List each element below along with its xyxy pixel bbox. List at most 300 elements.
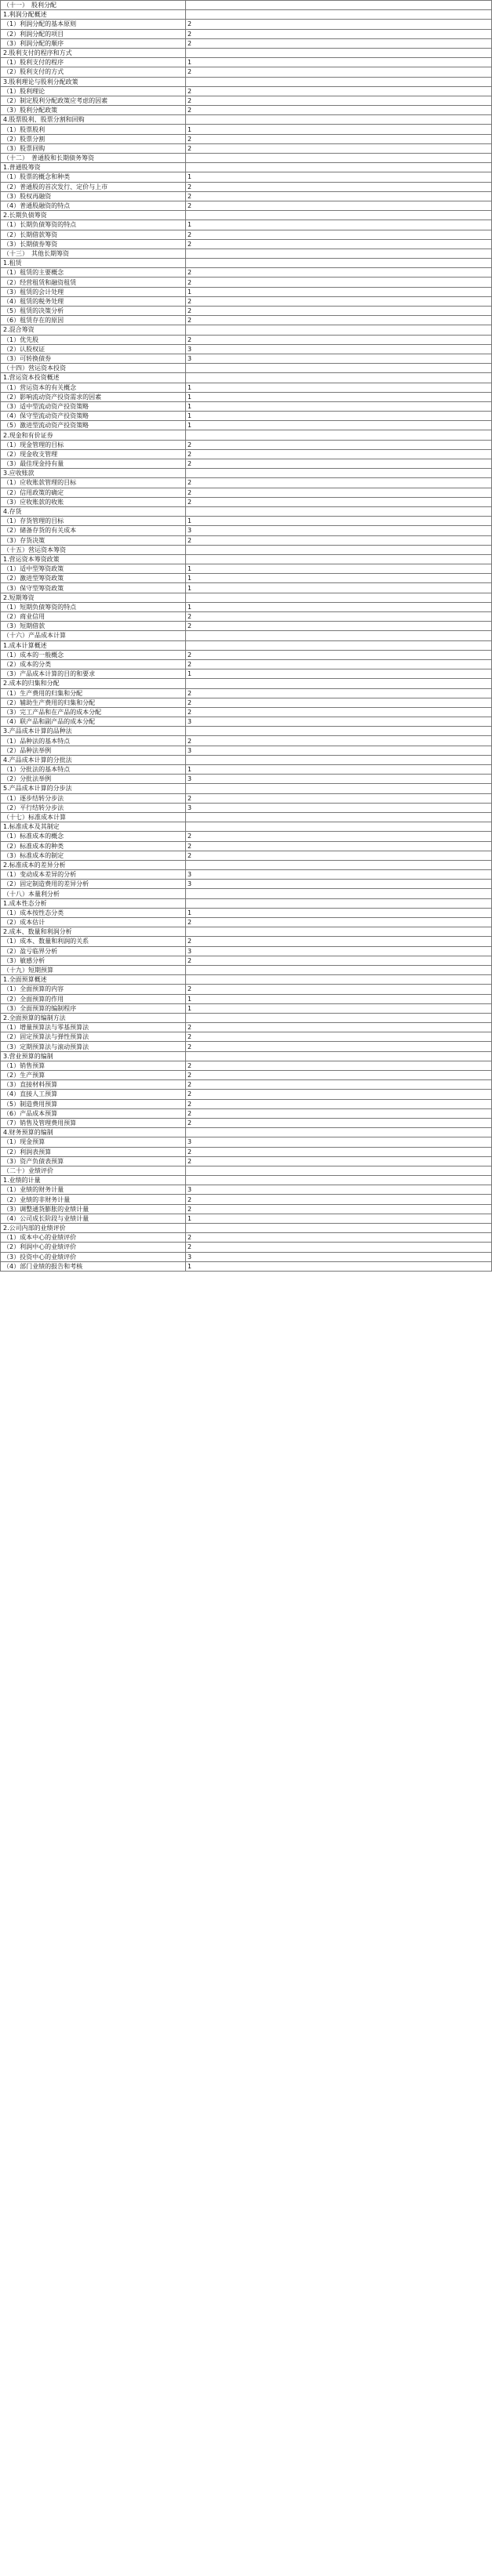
topic-cell: （6）租赁存在的原因 bbox=[1, 316, 186, 325]
topic-cell: （2）经营租赁和融资租赁 bbox=[1, 278, 186, 287]
table-row bbox=[1, 717, 492, 727]
level-cell: 2 bbox=[186, 20, 492, 29]
table-row bbox=[1, 38, 492, 48]
table-row bbox=[1, 746, 492, 755]
table-row bbox=[1, 1090, 492, 1099]
level-cell bbox=[186, 10, 492, 20]
topic-cell: （1）长期负债筹资的特点 bbox=[1, 220, 186, 230]
level-cell bbox=[186, 727, 492, 736]
topic-cell: 4.存货 bbox=[1, 506, 186, 516]
topic-cell: （4）普通股融资的特点 bbox=[1, 201, 186, 210]
table-row bbox=[1, 517, 492, 526]
level-cell bbox=[186, 889, 492, 898]
level-cell bbox=[186, 965, 492, 974]
level-cell: 3 bbox=[186, 746, 492, 755]
level-cell bbox=[186, 115, 492, 125]
level-cell: 2 bbox=[186, 659, 492, 669]
topic-cell: （3）投资中心的业绩评价 bbox=[1, 1252, 186, 1261]
table-row bbox=[1, 593, 492, 602]
table-row bbox=[1, 707, 492, 717]
table-row bbox=[1, 86, 492, 96]
table-row bbox=[1, 249, 492, 258]
topic-cell: （3）适中型流动资产投资策略 bbox=[1, 401, 186, 411]
topic-cell: （3）完工产品和在产品的成本分配 bbox=[1, 707, 186, 717]
topic-cell: （2）制定股利分配政策应考虑的因素 bbox=[1, 96, 186, 105]
table-row bbox=[1, 554, 492, 564]
level-cell bbox=[186, 593, 492, 602]
topic-cell: （十三） 其他长期筹资 bbox=[1, 249, 186, 258]
topic-cell: （1）股票股利 bbox=[1, 125, 186, 134]
level-cell: 1 bbox=[186, 564, 492, 574]
level-cell: 1 bbox=[186, 765, 492, 775]
topic-cell: （1）销售预算 bbox=[1, 1061, 186, 1070]
level-cell: 2 bbox=[186, 612, 492, 622]
topic-cell: （2）辅助生产费用的归集和分配 bbox=[1, 698, 186, 707]
level-cell: 1 bbox=[186, 994, 492, 1003]
table-row bbox=[1, 220, 492, 230]
level-cell bbox=[186, 755, 492, 764]
level-cell: 2 bbox=[186, 1156, 492, 1166]
level-cell: 2 bbox=[186, 1090, 492, 1099]
topic-cell: 1.成本计算概述 bbox=[1, 640, 186, 650]
level-cell bbox=[186, 1128, 492, 1137]
table-row bbox=[1, 870, 492, 880]
topic-cell: （2）商业信用 bbox=[1, 612, 186, 622]
level-cell: 2 bbox=[186, 1118, 492, 1127]
level-cell bbox=[186, 259, 492, 268]
topic-cell: （1）应收账款管理的目标 bbox=[1, 478, 186, 488]
level-cell: 1 bbox=[186, 1214, 492, 1223]
table-row bbox=[1, 526, 492, 535]
topic-cell: 2.全面预算的编制方法 bbox=[1, 1013, 186, 1022]
level-cell: 2 bbox=[186, 86, 492, 96]
level-cell bbox=[186, 1176, 492, 1185]
level-cell: 3 bbox=[186, 717, 492, 727]
level-cell: 2 bbox=[186, 239, 492, 249]
table-row bbox=[1, 965, 492, 974]
level-cell: 2 bbox=[186, 201, 492, 210]
level-cell: 1 bbox=[186, 58, 492, 67]
topic-cell: （十一） 股利分配 bbox=[1, 1, 186, 10]
topic-cell: （十六）产品成本计算 bbox=[1, 631, 186, 640]
level-cell bbox=[186, 898, 492, 908]
level-cell: 2 bbox=[186, 478, 492, 488]
level-cell: 2 bbox=[186, 622, 492, 631]
level-cell: 3 bbox=[186, 354, 492, 363]
level-cell bbox=[186, 325, 492, 335]
table-row bbox=[1, 535, 492, 545]
topic-cell: （1）股利理论 bbox=[1, 86, 186, 96]
level-cell: 2 bbox=[186, 268, 492, 278]
level-cell bbox=[186, 364, 492, 373]
level-cell: 1 bbox=[186, 125, 492, 134]
level-cell: 1 bbox=[186, 669, 492, 679]
topic-cell: （2）长期借款筹资 bbox=[1, 230, 186, 239]
topic-cell: （2）平行结转分步法 bbox=[1, 803, 186, 812]
level-cell bbox=[186, 679, 492, 688]
table-row bbox=[1, 927, 492, 937]
level-cell bbox=[186, 784, 492, 793]
topic-cell: （2）业绩的非财务计量 bbox=[1, 1195, 186, 1204]
table-row bbox=[1, 307, 492, 316]
table-row bbox=[1, 698, 492, 707]
level-cell bbox=[186, 545, 492, 554]
table-row bbox=[1, 1166, 492, 1175]
syllabus-table bbox=[0, 0, 492, 1272]
topic-cell: 1.全面预算概述 bbox=[1, 975, 186, 985]
topic-cell: （7）销售及管理费用预算 bbox=[1, 1118, 186, 1127]
level-cell bbox=[186, 1224, 492, 1233]
topic-cell: 3.股利理论与股利分配政策 bbox=[1, 77, 186, 86]
level-cell bbox=[186, 506, 492, 516]
level-cell: 2 bbox=[186, 278, 492, 287]
topic-cell: 1.成本性态分析 bbox=[1, 898, 186, 908]
topic-cell: （4）租赁的税务处理 bbox=[1, 296, 186, 306]
level-cell: 2 bbox=[186, 841, 492, 851]
level-cell bbox=[186, 373, 492, 383]
topic-cell: （3）调整通货膨胀的业绩计量 bbox=[1, 1204, 186, 1214]
table-row bbox=[1, 154, 492, 163]
topic-cell: （1）利润分配的基本原则 bbox=[1, 20, 186, 29]
topic-cell: （2）股利支付的方式 bbox=[1, 67, 186, 77]
table-row bbox=[1, 106, 492, 115]
level-cell bbox=[186, 1166, 492, 1175]
level-cell: 2 bbox=[186, 851, 492, 860]
table-row bbox=[1, 354, 492, 363]
level-cell: 3 bbox=[186, 880, 492, 889]
topic-cell: 2.股利支付的程序和方式 bbox=[1, 48, 186, 57]
level-cell: 2 bbox=[186, 793, 492, 803]
level-cell bbox=[186, 1013, 492, 1022]
topic-cell: 2.成本、数量和利润分析 bbox=[1, 927, 186, 937]
table-row bbox=[1, 1051, 492, 1061]
topic-cell: （1）业绩的财务计量 bbox=[1, 1185, 186, 1195]
level-cell: 2 bbox=[186, 497, 492, 506]
topic-cell: （5）制造费用预算 bbox=[1, 1099, 186, 1108]
level-cell: 2 bbox=[186, 1233, 492, 1243]
level-cell: 3 bbox=[186, 803, 492, 812]
level-cell: 2 bbox=[186, 1032, 492, 1042]
table-row bbox=[1, 985, 492, 994]
topic-cell: 3.营业预算的编制 bbox=[1, 1051, 186, 1061]
table-row bbox=[1, 268, 492, 278]
topic-cell: （4）联产品和副产品的成本分配 bbox=[1, 717, 186, 727]
level-cell: 3 bbox=[186, 1252, 492, 1261]
table-row bbox=[1, 478, 492, 488]
topic-cell: （2）品种法举例 bbox=[1, 746, 186, 755]
table-row bbox=[1, 688, 492, 698]
level-cell bbox=[186, 1, 492, 10]
table-row bbox=[1, 392, 492, 401]
topic-cell: （6）产品成本预算 bbox=[1, 1108, 186, 1118]
level-cell: 2 bbox=[186, 688, 492, 698]
level-cell bbox=[186, 249, 492, 258]
table-row bbox=[1, 793, 492, 803]
topic-cell: （2）生产预算 bbox=[1, 1071, 186, 1080]
level-cell bbox=[186, 927, 492, 937]
table-row bbox=[1, 612, 492, 622]
table-row bbox=[1, 325, 492, 335]
level-cell bbox=[186, 469, 492, 478]
topic-cell: （3）最佳现金持有量 bbox=[1, 459, 186, 469]
table-row bbox=[1, 1099, 492, 1108]
table-row bbox=[1, 125, 492, 134]
table-row bbox=[1, 115, 492, 125]
table-row bbox=[1, 1261, 492, 1271]
topic-cell: （3）长期债券筹资 bbox=[1, 239, 186, 249]
topic-cell: （2）认股权证 bbox=[1, 344, 186, 354]
topic-cell: （1）标准成本的概念 bbox=[1, 832, 186, 841]
level-cell: 2 bbox=[186, 29, 492, 38]
level-cell: 1 bbox=[186, 383, 492, 392]
syllabus-table-body bbox=[1, 1, 492, 1272]
table-row bbox=[1, 1214, 492, 1223]
table-row bbox=[1, 975, 492, 985]
level-cell bbox=[186, 631, 492, 640]
table-row bbox=[1, 1118, 492, 1127]
table-row bbox=[1, 230, 492, 239]
topic-cell: （2）成本的分类 bbox=[1, 659, 186, 669]
table-row bbox=[1, 335, 492, 344]
topic-cell: 2.混合筹资 bbox=[1, 325, 186, 335]
level-cell: 3 bbox=[186, 870, 492, 880]
level-cell: 2 bbox=[186, 1071, 492, 1080]
level-cell: 2 bbox=[186, 707, 492, 717]
table-row bbox=[1, 48, 492, 57]
table-row bbox=[1, 1013, 492, 1022]
table-row bbox=[1, 67, 492, 77]
topic-cell: （1）增量预算法与零基预算法 bbox=[1, 1023, 186, 1032]
topic-cell: （十七）标准成本计算 bbox=[1, 812, 186, 822]
table-row bbox=[1, 727, 492, 736]
level-cell: 2 bbox=[186, 67, 492, 77]
topic-cell: 2.长期负债筹资 bbox=[1, 211, 186, 220]
table-row bbox=[1, 659, 492, 669]
table-row bbox=[1, 373, 492, 383]
level-cell: 1 bbox=[186, 583, 492, 593]
level-cell: 2 bbox=[186, 937, 492, 946]
level-cell: 3 bbox=[186, 1137, 492, 1147]
topic-cell: （2）利润分配的项目 bbox=[1, 29, 186, 38]
topic-cell: （1）逐步结转分步法 bbox=[1, 793, 186, 803]
table-row bbox=[1, 1147, 492, 1156]
topic-cell: （2）激进型筹资政策 bbox=[1, 574, 186, 583]
topic-cell: （4）直接人工预算 bbox=[1, 1090, 186, 1099]
level-cell: 1 bbox=[186, 401, 492, 411]
level-cell bbox=[186, 1051, 492, 1061]
table-row bbox=[1, 860, 492, 869]
topic-cell: （5）租赁的决策分析 bbox=[1, 307, 186, 316]
topic-cell: （2）现金收支管理 bbox=[1, 449, 186, 459]
level-cell: 2 bbox=[186, 1099, 492, 1108]
level-cell: 1 bbox=[186, 392, 492, 401]
level-cell: 3 bbox=[186, 775, 492, 784]
table-row bbox=[1, 545, 492, 554]
topic-cell: 1.租赁 bbox=[1, 259, 186, 268]
table-row bbox=[1, 812, 492, 822]
level-cell: 1 bbox=[186, 574, 492, 583]
level-cell: 2 bbox=[186, 106, 492, 115]
level-cell bbox=[186, 812, 492, 822]
topic-cell: （3）短期借款 bbox=[1, 622, 186, 631]
topic-cell: （3）可转换债券 bbox=[1, 354, 186, 363]
level-cell: 1 bbox=[186, 220, 492, 230]
table-row bbox=[1, 1156, 492, 1166]
table-row bbox=[1, 1243, 492, 1252]
table-row bbox=[1, 918, 492, 927]
topic-cell: 1.营运资本筹资政策 bbox=[1, 554, 186, 564]
topic-cell: （2）信用政策的确定 bbox=[1, 488, 186, 497]
level-cell: 1 bbox=[186, 1261, 492, 1271]
topic-cell: （2）利润中心的业绩评价 bbox=[1, 1243, 186, 1252]
table-row bbox=[1, 1071, 492, 1080]
table-row bbox=[1, 1003, 492, 1013]
table-row bbox=[1, 755, 492, 764]
topic-cell: （2）标准成本的种类 bbox=[1, 841, 186, 851]
table-row bbox=[1, 1080, 492, 1090]
level-cell: 2 bbox=[186, 230, 492, 239]
table-row bbox=[1, 421, 492, 430]
level-cell: 2 bbox=[186, 1204, 492, 1214]
table-row bbox=[1, 669, 492, 679]
topic-cell: （2）成本估计 bbox=[1, 918, 186, 927]
topic-cell: （1）分批法的基本特点 bbox=[1, 765, 186, 775]
table-row bbox=[1, 1224, 492, 1233]
level-cell: 2 bbox=[186, 96, 492, 105]
level-cell: 1 bbox=[186, 517, 492, 526]
table-row bbox=[1, 211, 492, 220]
table-row bbox=[1, 287, 492, 296]
topic-cell: （1）全面预算的内容 bbox=[1, 985, 186, 994]
table-row bbox=[1, 344, 492, 354]
table-row bbox=[1, 822, 492, 832]
level-cell: 2 bbox=[186, 449, 492, 459]
table-row bbox=[1, 784, 492, 793]
level-cell: 3 bbox=[186, 344, 492, 354]
topic-cell: 1.标准成本及其制定 bbox=[1, 822, 186, 832]
table-row bbox=[1, 20, 492, 29]
topic-cell: （十九）短期预算 bbox=[1, 965, 186, 974]
topic-cell: 4.产品成本计算的分批法 bbox=[1, 755, 186, 764]
topic-cell: （2）固定制造费用的差异分析 bbox=[1, 880, 186, 889]
topic-cell: （十五）营运资本筹资 bbox=[1, 545, 186, 554]
level-cell bbox=[186, 211, 492, 220]
table-row bbox=[1, 736, 492, 746]
topic-cell: （3）产品成本计算的目的和要求 bbox=[1, 669, 186, 679]
topic-cell: （2）盈亏临界分析 bbox=[1, 946, 186, 956]
table-row bbox=[1, 564, 492, 574]
topic-cell: （2）固定预算法与弹性预算法 bbox=[1, 1032, 186, 1042]
topic-cell: （1）现金管理的目标 bbox=[1, 440, 186, 449]
level-cell bbox=[186, 554, 492, 564]
topic-cell: 2.标准成本的差异分析 bbox=[1, 860, 186, 869]
topic-cell: 2.成本的归集和分配 bbox=[1, 679, 186, 688]
topic-cell: （3）股票回购 bbox=[1, 143, 186, 153]
topic-cell: （3）存货决策 bbox=[1, 535, 186, 545]
table-row bbox=[1, 1042, 492, 1051]
table-row bbox=[1, 898, 492, 908]
level-cell: 2 bbox=[186, 316, 492, 325]
table-row bbox=[1, 775, 492, 784]
topic-cell: （4）公司成长阶段与业绩计量 bbox=[1, 1214, 186, 1223]
table-row bbox=[1, 1233, 492, 1243]
table-row bbox=[1, 29, 492, 38]
level-cell: 2 bbox=[186, 307, 492, 316]
table-row bbox=[1, 10, 492, 20]
topic-cell: （1）营运资本的有关概念 bbox=[1, 383, 186, 392]
topic-cell: （3）敏感分析 bbox=[1, 956, 186, 965]
level-cell: 1 bbox=[186, 1003, 492, 1013]
table-row bbox=[1, 851, 492, 860]
level-cell: 2 bbox=[186, 1042, 492, 1051]
table-row bbox=[1, 1061, 492, 1070]
table-row bbox=[1, 469, 492, 478]
topic-cell: （1）成本的一般概念 bbox=[1, 650, 186, 659]
level-cell: 1 bbox=[186, 908, 492, 917]
table-row bbox=[1, 650, 492, 659]
table-row bbox=[1, 163, 492, 172]
level-cell bbox=[186, 163, 492, 172]
topic-cell: 5.产品成本计算的分步法 bbox=[1, 784, 186, 793]
level-cell: 2 bbox=[186, 296, 492, 306]
level-cell bbox=[186, 154, 492, 163]
level-cell: 2 bbox=[186, 459, 492, 469]
level-cell bbox=[186, 640, 492, 650]
topic-cell: （1）适中型筹资政策 bbox=[1, 564, 186, 574]
table-row bbox=[1, 143, 492, 153]
table-row bbox=[1, 412, 492, 421]
table-row bbox=[1, 583, 492, 593]
table-row bbox=[1, 96, 492, 105]
topic-cell: （1）优先股 bbox=[1, 335, 186, 344]
table-row bbox=[1, 1, 492, 10]
table-row bbox=[1, 841, 492, 851]
level-cell: 1 bbox=[186, 421, 492, 430]
table-row bbox=[1, 488, 492, 497]
table-row bbox=[1, 889, 492, 898]
table-row bbox=[1, 574, 492, 583]
table-row bbox=[1, 430, 492, 440]
topic-cell: 1.业绩的计量 bbox=[1, 1176, 186, 1185]
topic-cell: （1）租赁的主要概念 bbox=[1, 268, 186, 278]
table-row bbox=[1, 1108, 492, 1118]
topic-cell: （3）租赁的会计处理 bbox=[1, 287, 186, 296]
table-row bbox=[1, 58, 492, 67]
topic-cell: （1）成本按性态分类 bbox=[1, 908, 186, 917]
level-cell bbox=[186, 860, 492, 869]
table-row bbox=[1, 191, 492, 201]
table-row bbox=[1, 506, 492, 516]
level-cell bbox=[186, 430, 492, 440]
table-row bbox=[1, 1176, 492, 1185]
topic-cell: （1）短期负债筹资的特点 bbox=[1, 602, 186, 611]
level-cell: 2 bbox=[186, 650, 492, 659]
level-cell: 2 bbox=[186, 182, 492, 191]
topic-cell: （1）成本、数量和利润的关系 bbox=[1, 937, 186, 946]
topic-cell: 4.股票股利、股票分割和回购 bbox=[1, 115, 186, 125]
level-cell: 2 bbox=[186, 985, 492, 994]
topic-cell: （2）股票分割 bbox=[1, 134, 186, 143]
level-cell: 2 bbox=[186, 832, 492, 841]
topic-cell: （二十）业绩评价 bbox=[1, 1166, 186, 1175]
table-row bbox=[1, 239, 492, 249]
topic-cell: 4.财务预算的编制 bbox=[1, 1128, 186, 1137]
level-cell bbox=[186, 48, 492, 57]
level-cell: 2 bbox=[186, 335, 492, 344]
topic-cell: （4）部门业绩的报告和考核 bbox=[1, 1261, 186, 1271]
level-cell: 2 bbox=[186, 143, 492, 153]
topic-cell: （3）全面预算的编制程序 bbox=[1, 1003, 186, 1013]
